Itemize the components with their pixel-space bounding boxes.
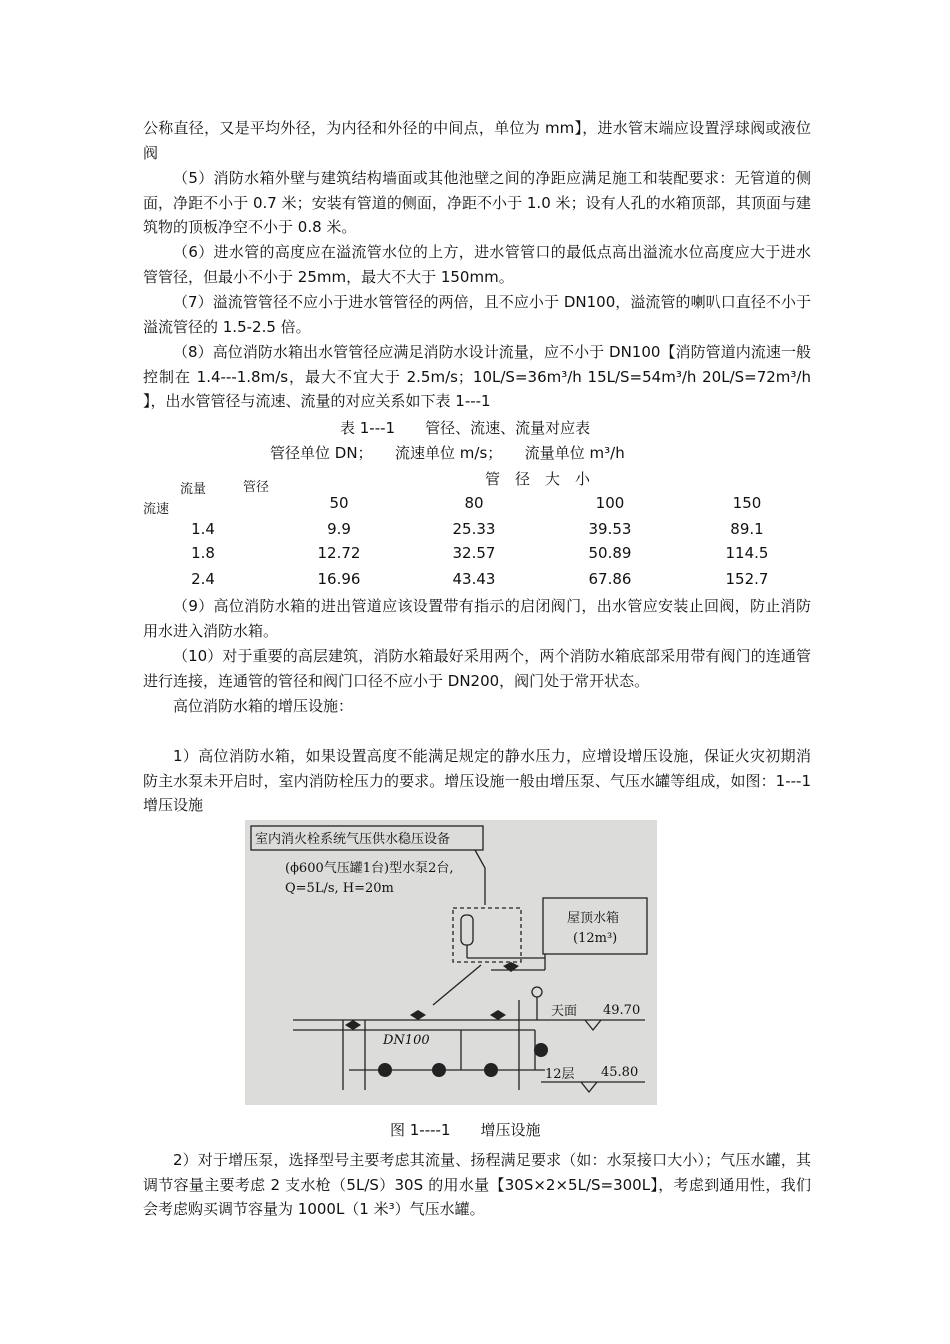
table-cell: 12.72 xyxy=(317,544,361,562)
floor-elevation: 45.80 xyxy=(601,1065,639,1080)
table-diag-speed: 流速 xyxy=(143,502,170,517)
table-diag-pipe: 管径 xyxy=(243,480,270,495)
paragraph-item-9: （9）高位消防水箱的进出管道应该设置带有指示的启闭阀门，出水管应安装止回阀，防止消防用水进入消防水箱。 xyxy=(143,597,811,640)
table-row-speed: 1.8 xyxy=(191,544,215,562)
tank-volume: (12m³) xyxy=(573,931,618,946)
figure-title: 室内消火栓系统气压供水稳压设备 xyxy=(255,832,451,847)
table-row-speed: 1.4 xyxy=(191,520,215,538)
valve-icon xyxy=(490,1010,498,1020)
table-cell: 16.96 xyxy=(317,570,361,588)
hydrant-icon xyxy=(534,1043,548,1057)
table-title: 表 1---1 管径、流速、流量对应表 xyxy=(340,419,591,437)
table-diag-flow: 流量 xyxy=(180,482,207,497)
roof-label: 天面 xyxy=(551,1004,578,1019)
paragraph-item-8: （8）高位消防水箱出水管管径应满足消防水设计流量，应不小于 DN100【消防管道内流速一般控制在 1.4---1.8m/s，最大不宜大于 2.5m/s；10L/S=36m³/h 15L/S=54m³/h 20L/S=72m³/h 】，出水管管径与流速、流量的对应关系如下表 1---1 xyxy=(143,343,811,410)
paragraph-pressure-2: 2）对于增压泵，选择型号主要考虑其流量、扬程满足要求（如：水泵接口大小）；气压水罐，其调节容量主要考虑 2 支水枪（5L/S）30S 的用水量【30S×2×5L/S=300L】，考虑到通用性，我们会考虑购买调节容量为 1000L（1 米³）气压水罐。 xyxy=(143,1151,811,1218)
table-row-speed: 2.4 xyxy=(191,570,215,588)
pressure-diagram xyxy=(245,820,657,1105)
leader-line xyxy=(475,850,485,905)
paragraph-item-7: （7）溢流管管径不应小于进水管管径的两倍，且不应小于 DN100，溢流管的喇叭口直径不小于溢流管径的 1.5-2.5 倍。 xyxy=(143,293,811,336)
tank-label: 屋顶水箱 xyxy=(567,911,620,926)
valve-icon xyxy=(418,1010,426,1020)
table-cell: 67.86 xyxy=(588,570,632,588)
figure-spec-line1: (ϕ600气压罐1台)型水泵2台, xyxy=(285,861,454,876)
table-cell: 43.43 xyxy=(452,570,496,588)
pressure-equipment-figure xyxy=(245,820,657,1105)
figure-caption: 图 1----1 增压设施 xyxy=(390,1121,541,1139)
paragraph-item-6: （6）进水管的高度应在溢流管水位的上方，进水管管口的最低点高出溢流水位高度应大于进水管管径，但最小不小于 25mm，最大不大于 150mm。 xyxy=(143,243,811,286)
table-cell: 32.57 xyxy=(452,544,496,562)
table-span-header: 管 径 大 小 xyxy=(485,470,591,488)
valve-icon xyxy=(410,1010,418,1020)
hydrant-icon xyxy=(432,1063,446,1077)
hydrant-icon xyxy=(378,1063,392,1077)
paragraph-pressure-1: 1）高位消防水箱，如果设置高度不能满足规定的静水压力，应增设增压设施，保证火灾初期消防主水泵未开启时，室内消防栓压力的要求。增压设施一般由增压泵、气压水罐等组成，如图：1---1 增压设施 xyxy=(143,747,827,814)
table-cell: 9.9 xyxy=(327,520,351,538)
table-column-header: 50 xyxy=(329,494,349,512)
table-column-header: 100 xyxy=(595,494,625,512)
valve-icon xyxy=(345,1020,353,1030)
roof-elevation: 49.70 xyxy=(603,1003,641,1018)
table-cell: 152.7 xyxy=(725,570,769,588)
table-units: 管径单位 DN； 流速单位 m/s； 流量单位 m³/h xyxy=(270,444,625,462)
table-cell: 89.1 xyxy=(730,520,764,538)
table-cell: 50.89 xyxy=(588,544,632,562)
valve-icon xyxy=(498,1010,506,1020)
hydrant-icon xyxy=(484,1063,498,1077)
hydrant-icons xyxy=(378,1043,548,1077)
figure-spec-line2: Q=5L/s, H=20m xyxy=(285,881,394,896)
floor-label: 12层 xyxy=(545,1067,575,1082)
paragraph-nominal-diameter: 公称直径，又是平均外径，为内径和外径的中间点，单位为 mm】，进水管末端应设置浮球阀或液位阀 xyxy=(143,119,811,162)
table-column-header: 80 xyxy=(464,494,484,512)
table-cell: 25.33 xyxy=(452,520,496,538)
table-cell: 39.53 xyxy=(588,520,632,538)
paragraph-heading-pressure: 高位消防水箱的增压设施： xyxy=(173,697,354,715)
pressure-vessel-icon xyxy=(461,915,473,945)
table-column-header: 150 xyxy=(732,494,762,512)
paragraph-item-10: （10）对于重要的高层建筑，消防水箱最好采用两个，两个消防水箱底部采用带有阀门的连通管进行连接，连通管的管径和阀门口径不应小于 DN200，阀门处于常开状态。 xyxy=(143,647,811,690)
table-cell: 114.5 xyxy=(725,544,769,562)
pressure-gauge-icon xyxy=(532,987,542,997)
valve-icon xyxy=(353,1020,361,1030)
paragraph-item-5: （5）消防水箱外壁与建筑结构墙面或其他池壁之间的净距应满足施工和装配要求：无管道的侧面，净距不小于 0.7 米；安装有管道的侧面，净距不小于 1.0 米；设有人孔的水箱顶部，其顶面与建筑物的顶板净空不小于 0.8 米。 xyxy=(143,169,811,236)
pipe-label: DN100 xyxy=(383,1033,430,1048)
